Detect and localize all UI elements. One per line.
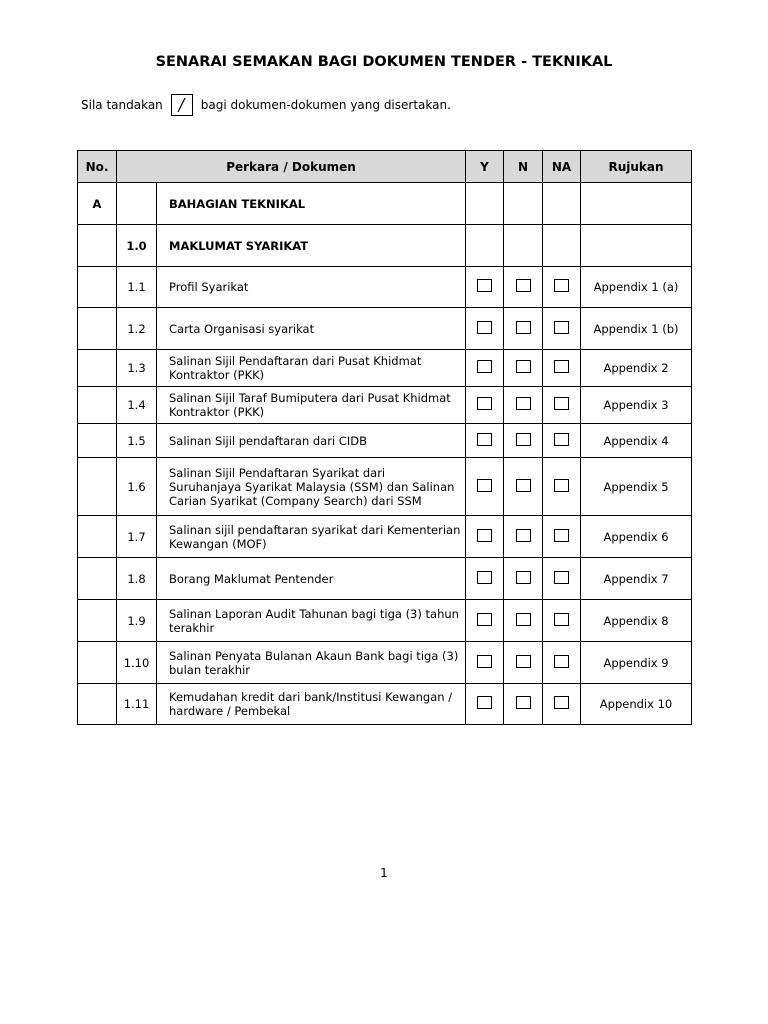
table-row [78, 600, 692, 642]
row-description: Salinan Sijil pendaftaran dari CIDB [157, 424, 466, 458]
checkbox-y[interactable] [477, 321, 492, 334]
row-description: Salinan Laporan Audit Tahunan bagi tiga (3) tahun terakhir [157, 600, 466, 642]
checkbox-y[interactable] [477, 696, 492, 709]
row-reference: Appendix 9 [581, 642, 692, 684]
checkbox-n[interactable] [516, 479, 531, 492]
checkbox-n[interactable] [516, 433, 531, 446]
checkbox-cell-y[interactable] [466, 350, 504, 387]
subsection-code: 1.0 [117, 225, 157, 267]
row-blank-cell [78, 267, 117, 308]
row-blank-cell [78, 458, 117, 516]
checkbox-na[interactable] [554, 613, 569, 626]
table-row [78, 424, 692, 458]
checkbox-cell-n[interactable] [504, 458, 543, 516]
checkbox-cell-n[interactable] [504, 642, 543, 684]
checkbox-na[interactable] [554, 397, 569, 410]
table-row [78, 350, 692, 387]
checklist-table [77, 150, 692, 725]
row-number: 1.8 [117, 558, 157, 600]
checkbox-na[interactable] [554, 360, 569, 373]
row-blank-cell [78, 424, 117, 458]
checkbox-y[interactable] [477, 279, 492, 292]
checkbox-y[interactable] [477, 613, 492, 626]
row-blank-cell [78, 600, 117, 642]
row-description: Salinan Penyata Bulanan Akaun Bank bagi tiga (3) bulan terakhir [157, 642, 466, 684]
row-description: Salinan Sijil Pendaftaran Syarikat dari Suruhanjaya Syarikat Malaysia (SSM) dan Salinan Carian Syarikat (Company Search) dari SSM [157, 458, 466, 516]
checkbox-y[interactable] [477, 360, 492, 373]
subsection-row [78, 225, 692, 267]
checkbox-cell-y[interactable] [466, 684, 504, 725]
checkbox-y[interactable] [477, 479, 492, 492]
checkbox-n[interactable] [516, 613, 531, 626]
checkbox-y[interactable] [477, 655, 492, 668]
row-description: Carta Organisasi syarikat [157, 308, 466, 350]
checkbox-cell-na[interactable] [543, 516, 581, 558]
row-number: 1.1 [117, 267, 157, 308]
checkbox-n[interactable] [516, 321, 531, 334]
checkbox-cell-y[interactable] [466, 558, 504, 600]
checkbox-cell-na[interactable] [543, 267, 581, 308]
checkbox-cell-na[interactable] [543, 642, 581, 684]
checkbox-na[interactable] [554, 696, 569, 709]
table-row [78, 458, 692, 516]
row-number: 1.11 [117, 684, 157, 725]
checkbox-cell-na[interactable] [543, 458, 581, 516]
row-number: 1.3 [117, 350, 157, 387]
instruction-suffix: bagi dokumen-dokumen yang disertakan. [200, 98, 451, 112]
row-number: 1.4 [117, 387, 157, 424]
section-code: A [78, 183, 117, 225]
row-description: Salinan sijil pendaftaran syarikat dari Kementerian Kewangan (MOF) [157, 516, 466, 558]
checkbox-na[interactable] [554, 279, 569, 292]
checkbox-n[interactable] [516, 397, 531, 410]
checkbox-cell-y[interactable] [466, 424, 504, 458]
row-description: Salinan Sijil Taraf Bumiputera dari Pusat Khidmat Kontraktor (PKK) [157, 387, 466, 424]
checkbox-cell-na[interactable] [543, 424, 581, 458]
row-reference: Appendix 4 [581, 424, 692, 458]
checkbox-n[interactable] [516, 655, 531, 668]
checkbox-cell-n[interactable] [504, 267, 543, 308]
checkbox-n[interactable] [516, 571, 531, 584]
checkbox-na[interactable] [554, 571, 569, 584]
checkbox-n[interactable] [516, 279, 531, 292]
row-blank-cell [78, 350, 117, 387]
checkbox-na[interactable] [554, 479, 569, 492]
checkbox-na[interactable] [554, 529, 569, 542]
row-reference: Appendix 8 [581, 600, 692, 642]
row-reference: Appendix 2 [581, 350, 692, 387]
row-blank-cell [78, 308, 117, 350]
checkbox-cell-n[interactable] [504, 600, 543, 642]
checkbox-cell-n[interactable] [504, 684, 543, 725]
checkbox-cell-y[interactable] [466, 516, 504, 558]
table-row [78, 387, 692, 424]
checkbox-na[interactable] [554, 433, 569, 446]
instruction-prefix: Sila tandakan [81, 98, 163, 112]
tick-mark-icon [171, 94, 193, 116]
header-y: Y [466, 151, 504, 183]
checkbox-cell-na[interactable] [543, 350, 581, 387]
checkbox-cell-n[interactable] [504, 424, 543, 458]
row-blank-cell [78, 642, 117, 684]
row-blank-cell [78, 387, 117, 424]
subsection-label: MAKLUMAT SYARIKAT [157, 225, 466, 267]
row-number: 1.5 [117, 424, 157, 458]
checkbox-cell-y[interactable] [466, 267, 504, 308]
header-item: Perkara / Dokumen [117, 151, 466, 183]
checkbox-cell-na[interactable] [543, 600, 581, 642]
page-title: SENARAI SEMAKAN BAGI DOKUMEN TENDER - TEKNIKAL [155, 54, 613, 70]
header-ref: Rujukan [581, 151, 692, 183]
checkbox-n[interactable] [516, 529, 531, 542]
checkbox-na[interactable] [554, 321, 569, 334]
table-row [78, 558, 692, 600]
checkbox-y[interactable] [477, 571, 492, 584]
instruction-line [81, 96, 451, 114]
table-row [78, 516, 692, 558]
checkbox-cell-y[interactable] [466, 642, 504, 684]
checkbox-cell-na[interactable] [543, 308, 581, 350]
row-reference: Appendix 6 [581, 516, 692, 558]
row-number: 1.7 [117, 516, 157, 558]
header-na: NA [543, 151, 581, 183]
section-label: BAHAGIAN TEKNIKAL [157, 183, 466, 225]
checkbox-cell-n[interactable] [504, 350, 543, 387]
checkbox-cell-n[interactable] [504, 308, 543, 350]
checkbox-cell-na[interactable] [543, 558, 581, 600]
row-number: 1.2 [117, 308, 157, 350]
row-description: Kemudahan kredit dari bank/Institusi Kewangan / hardware / Pembekal [157, 684, 466, 725]
header-n: N [504, 151, 543, 183]
row-description: Profil Syarikat [157, 267, 466, 308]
checkbox-cell-na[interactable] [543, 387, 581, 424]
checkbox-cell-n[interactable] [504, 387, 543, 424]
table-row [78, 308, 692, 350]
checkbox-cell-y[interactable] [466, 387, 504, 424]
checkbox-y[interactable] [477, 397, 492, 410]
checkbox-cell-y[interactable] [466, 600, 504, 642]
checkbox-cell-na[interactable] [543, 684, 581, 725]
row-number: 1.6 [117, 458, 157, 516]
table-row [78, 642, 692, 684]
row-reference: Appendix 10 [581, 684, 692, 725]
row-reference: Appendix 7 [581, 558, 692, 600]
checkbox-n[interactable] [516, 696, 531, 709]
checkbox-cell-y[interactable] [466, 458, 504, 516]
row-description: Salinan Sijil Pendaftaran dari Pusat Khidmat Kontraktor (PKK) [157, 350, 466, 387]
checkbox-cell-n[interactable] [504, 558, 543, 600]
row-reference: Appendix 5 [581, 458, 692, 516]
checkbox-cell-n[interactable] [504, 516, 543, 558]
table-header-row [78, 151, 692, 183]
row-reference: Appendix 3 [581, 387, 692, 424]
row-description: Borang Maklumat Pentender [157, 558, 466, 600]
row-blank-cell [78, 684, 117, 725]
checkbox-y[interactable] [477, 529, 492, 542]
checkbox-y[interactable] [477, 433, 492, 446]
header-no: No. [78, 151, 117, 183]
table-row [78, 684, 692, 725]
row-number: 1.9 [117, 600, 157, 642]
section-row [78, 183, 692, 225]
checkbox-na[interactable] [554, 655, 569, 668]
page-number: 1 [380, 866, 388, 880]
row-blank-cell [78, 558, 117, 600]
checkbox-cell-y[interactable] [466, 308, 504, 350]
row-blank-cell [78, 516, 117, 558]
row-reference: Appendix 1 (a) [581, 267, 692, 308]
row-number: 1.10 [117, 642, 157, 684]
table-row [78, 267, 692, 308]
row-reference: Appendix 1 (b) [581, 308, 692, 350]
checkbox-n[interactable] [516, 360, 531, 373]
